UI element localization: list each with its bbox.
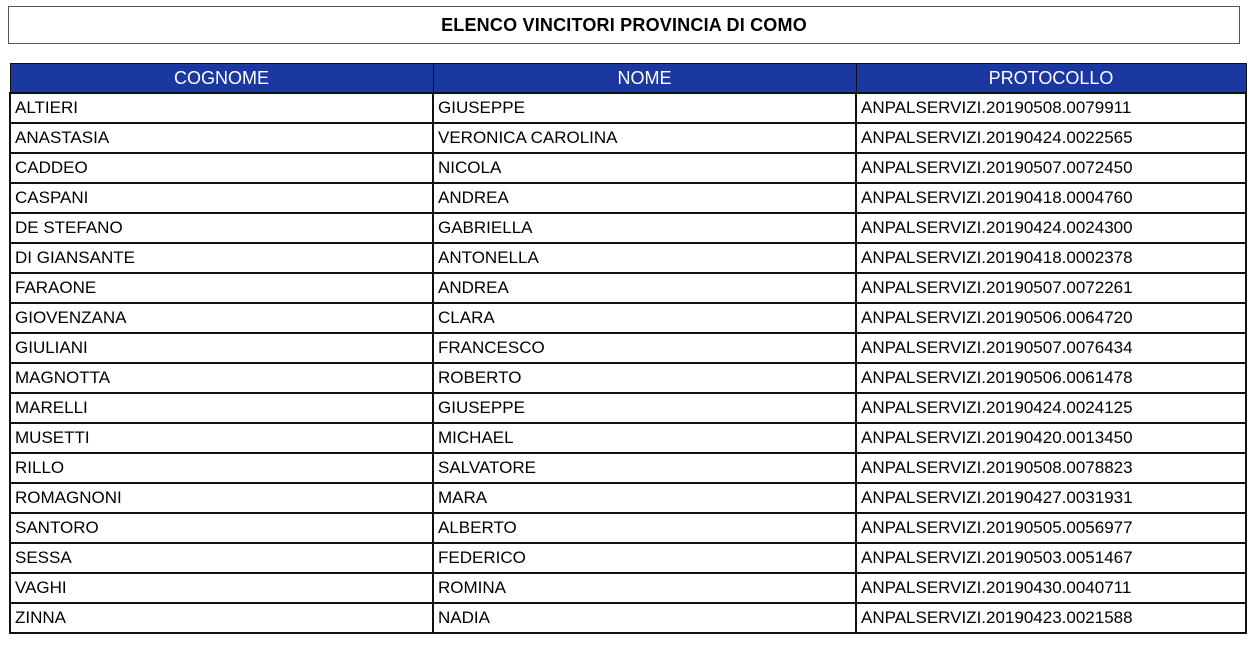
table-row (10, 213, 1246, 243)
table-row (10, 333, 1246, 363)
table-row (10, 303, 1246, 333)
table-row (10, 543, 1246, 573)
cell-nome: GIUSEPPE (433, 393, 856, 423)
cell-cognome: MARELLI (10, 393, 433, 423)
cell-protocollo: ANPALSERVIZI.20190507.0076434 (856, 333, 1246, 363)
table-header (10, 64, 1246, 94)
cell-protocollo: ANPALSERVIZI.20190427.0031931 (856, 483, 1246, 513)
table-row (10, 393, 1246, 423)
cell-cognome: DI GIANSANTE (10, 243, 433, 273)
cell-cognome: VAGHI (10, 573, 433, 603)
cell-nome: ROBERTO (433, 363, 856, 393)
cell-nome: VERONICA CAROLINA (433, 123, 856, 153)
cell-cognome: MUSETTI (10, 423, 433, 453)
table-row (10, 93, 1246, 123)
cell-protocollo: ANPALSERVIZI.20190508.0078823 (856, 453, 1246, 483)
cell-nome: CLARA (433, 303, 856, 333)
cell-protocollo: ANPALSERVIZI.20190505.0056977 (856, 513, 1246, 543)
cell-cognome: ALTIERI (10, 93, 433, 123)
cell-protocollo: ANPALSERVIZI.20190508.0079911 (856, 93, 1246, 123)
cell-protocollo: ANPALSERVIZI.20190506.0061478 (856, 363, 1246, 393)
cell-cognome: GIULIANI (10, 333, 433, 363)
cell-nome: GIUSEPPE (433, 93, 856, 123)
table-row (10, 153, 1246, 183)
cell-cognome: FARAONE (10, 273, 433, 303)
cell-protocollo: ANPALSERVIZI.20190423.0021588 (856, 603, 1246, 633)
table-row (10, 273, 1246, 303)
cell-nome: MICHAEL (433, 423, 856, 453)
cell-nome: MARA (433, 483, 856, 513)
cell-cognome: DE STEFANO (10, 213, 433, 243)
cell-protocollo: ANPALSERVIZI.20190503.0051467 (856, 543, 1246, 573)
cell-protocollo: ANPALSERVIZI.20190420.0013450 (856, 423, 1246, 453)
document-title: ELENCO VINCITORI PROVINCIA DI COMO (441, 14, 807, 35)
cell-cognome: RILLO (10, 453, 433, 483)
table-row (10, 363, 1246, 393)
cell-protocollo: ANPALSERVIZI.20190507.0072450 (856, 153, 1246, 183)
cell-cognome: CASPANI (10, 183, 433, 213)
cell-nome: FRANCESCO (433, 333, 856, 363)
cell-nome: ANDREA (433, 183, 856, 213)
cell-cognome: SESSA (10, 543, 433, 573)
winners-table (9, 63, 1247, 634)
cell-nome: NADIA (433, 603, 856, 633)
table-body (10, 93, 1246, 633)
cell-cognome: SANTORO (10, 513, 433, 543)
cell-protocollo: ANPALSERVIZI.20190418.0002378 (856, 243, 1246, 273)
cell-protocollo: ANPALSERVIZI.20190424.0024300 (856, 213, 1246, 243)
cell-nome: ANTONELLA (433, 243, 856, 273)
column-header-protocollo: PROTOCOLLO (856, 64, 1246, 94)
cell-nome: ANDREA (433, 273, 856, 303)
table-row (10, 243, 1246, 273)
cell-cognome: CADDEO (10, 153, 433, 183)
cell-nome: GABRIELLA (433, 213, 856, 243)
cell-protocollo: ANPALSERVIZI.20190424.0024125 (856, 393, 1246, 423)
column-header-nome: NOME (433, 64, 856, 94)
table-row (10, 513, 1246, 543)
cell-protocollo: ANPALSERVIZI.20190418.0004760 (856, 183, 1246, 213)
cell-protocollo: ANPALSERVIZI.20190424.0022565 (856, 123, 1246, 153)
cell-nome: SALVATORE (433, 453, 856, 483)
table-row (10, 123, 1246, 153)
cell-protocollo: ANPALSERVIZI.20190430.0040711 (856, 573, 1246, 603)
table-row (10, 423, 1246, 453)
cell-protocollo: ANPALSERVIZI.20190507.0072261 (856, 273, 1246, 303)
table-row (10, 183, 1246, 213)
cell-nome: NICOLA (433, 153, 856, 183)
cell-cognome: ROMAGNONI (10, 483, 433, 513)
cell-cognome: ANASTASIA (10, 123, 433, 153)
cell-cognome: GIOVENZANA (10, 303, 433, 333)
table-row (10, 483, 1246, 513)
cell-cognome: ZINNA (10, 603, 433, 633)
document-title-box (8, 6, 1240, 44)
column-header-cognome: COGNOME (10, 64, 433, 94)
cell-nome: FEDERICO (433, 543, 856, 573)
cell-cognome: MAGNOTTA (10, 363, 433, 393)
table-header-row (10, 64, 1246, 94)
cell-nome: ROMINA (433, 573, 856, 603)
table-row (10, 603, 1246, 633)
table-row (10, 573, 1246, 603)
cell-nome: ALBERTO (433, 513, 856, 543)
table-row (10, 453, 1246, 483)
cell-protocollo: ANPALSERVIZI.20190506.0064720 (856, 303, 1246, 333)
